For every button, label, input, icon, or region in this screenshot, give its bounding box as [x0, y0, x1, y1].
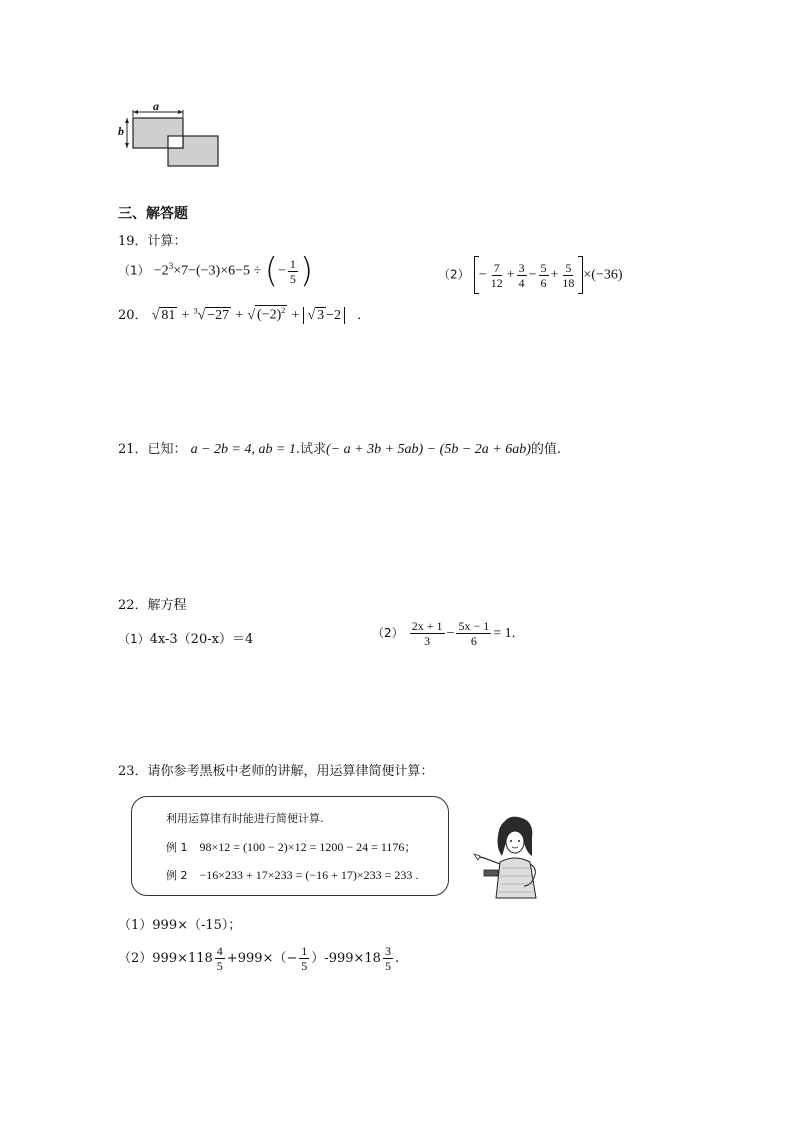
- section-title: 三、解答题: [118, 206, 188, 222]
- q19-heading: [118, 230, 187, 249]
- q20-rad1: 81: [161, 308, 176, 323]
- q23-p2-frac1: $\frac{4}{5}$: [216, 944, 223, 973]
- q21-line: [118, 438, 561, 458]
- q23-part2: （2）999×118 $\frac{4}{5}$ +999×（− $\frac{1}{5}$ ）-999×18 $\frac{3}{5}$ .: [118, 944, 400, 973]
- q19-part2: （2） − $\frac{7}{12}$ + $\frac{3}{4}$ − $\frac{5}{6}$ + $\frac{5}{18}$ ×(−36): [438, 256, 623, 294]
- q23-p2-frac3: $\frac{3}{5}$: [384, 944, 391, 973]
- q22-frac2: $\frac{5x - 1}{6}$: [458, 619, 490, 648]
- q23-part1: （1）999×（-15）；: [118, 918, 242, 933]
- q19-p1-expr-b: ×7−(−3)×6−5 ÷: [173, 263, 265, 279]
- q21-suffix: 的值.: [530, 442, 562, 457]
- rectangles-figure: [112, 100, 224, 172]
- q19-number: 19．: [118, 234, 148, 249]
- q20-line: 20． √ 81 + $^3$√ −27 + √ $(-2)^2$ + √ 3 −2 ．: [118, 306, 371, 323]
- q19-p2-frac3: $\frac{5}{6}$: [540, 260, 547, 290]
- q19-p1-exp: 3: [168, 261, 174, 272]
- q22-part1: [118, 628, 253, 647]
- q20-number: 20．: [118, 308, 148, 323]
- q22-frac1: $\frac{2x + 1}{3}$: [411, 619, 443, 648]
- q21-prefix: 已知：: [147, 442, 187, 457]
- q22-p1-label: （1）: [118, 632, 150, 646]
- q19-part1: $(1) -2^3\times 7-(-3)\times 6-5$ ÷ (− $\frac{1}{5}$ ): [118, 251, 314, 291]
- q20-rad3: $(-2)^2$: [257, 306, 286, 323]
- teacher-illustration: [470, 812, 552, 900]
- q19-p2-frac2: $\frac{3}{4}$: [518, 260, 525, 290]
- q22-p2-label: （2）: [372, 626, 404, 640]
- q19-p2-frac4: $\frac{5}{18}$: [562, 260, 575, 290]
- q22-end: ．: [511, 626, 525, 641]
- q20-cube-index: 3: [193, 306, 198, 316]
- q19-p1-fraction: $\frac{1}{5}$: [289, 256, 296, 286]
- q19-p2-frac1: $\frac{7}{12}$: [490, 260, 503, 290]
- q19-p1-label: （1）: [118, 263, 150, 278]
- card-example-2: 例 2 −16×233 + 17×233 = (−16 + 17)×233 = 233 .: [166, 868, 419, 882]
- label-b: b: [118, 124, 124, 138]
- q23-title: 请你参考黑板中老师的讲解，用运算律简便计算：: [147, 764, 434, 779]
- explanation-card: [131, 796, 449, 896]
- card-example-1: 例 1 98×12 = (100 − 2)×12 = 1200 − 24 = 1176；: [166, 840, 417, 854]
- q20-rad2: −27: [207, 308, 230, 323]
- q21-number: 21．: [118, 442, 148, 457]
- q20-abs: √ 3 −2: [303, 307, 345, 324]
- q19-p2-tail: ×(−36): [583, 267, 623, 283]
- q23-p2-frac2: $\frac{1}{5}$: [301, 944, 308, 973]
- q23-heading: [118, 760, 434, 779]
- q22-p1-eq: 4x-3（20-x）＝4: [149, 632, 254, 647]
- q21-given: a − 2b = 4, ab = 1: [190, 442, 296, 457]
- label-a: a: [153, 99, 159, 113]
- q22-p2-tail: = 1: [493, 626, 512, 641]
- q22-number: 22．: [118, 598, 148, 613]
- q22-heading: [118, 594, 187, 613]
- q21-expr: (− a + 3b + 5ab) − (5b − 2a + 6ab): [326, 442, 531, 457]
- q21-middle: .试求: [295, 442, 327, 457]
- q20-end: ．: [357, 308, 371, 323]
- q19-p2-label: （2）: [438, 267, 470, 282]
- q22-part2: （2） $\frac{2x + 1}{3}$ − $\frac{5x - 1}{6}$ = 1．: [372, 619, 525, 648]
- card-title: 利用运算律有时能进行简便计算.: [166, 812, 324, 825]
- q22-title: 解方程: [147, 598, 187, 613]
- q23-number: 23．: [118, 764, 148, 779]
- q19-p1-expr-a: −2: [153, 263, 169, 279]
- q19-title: 计算：: [147, 234, 187, 249]
